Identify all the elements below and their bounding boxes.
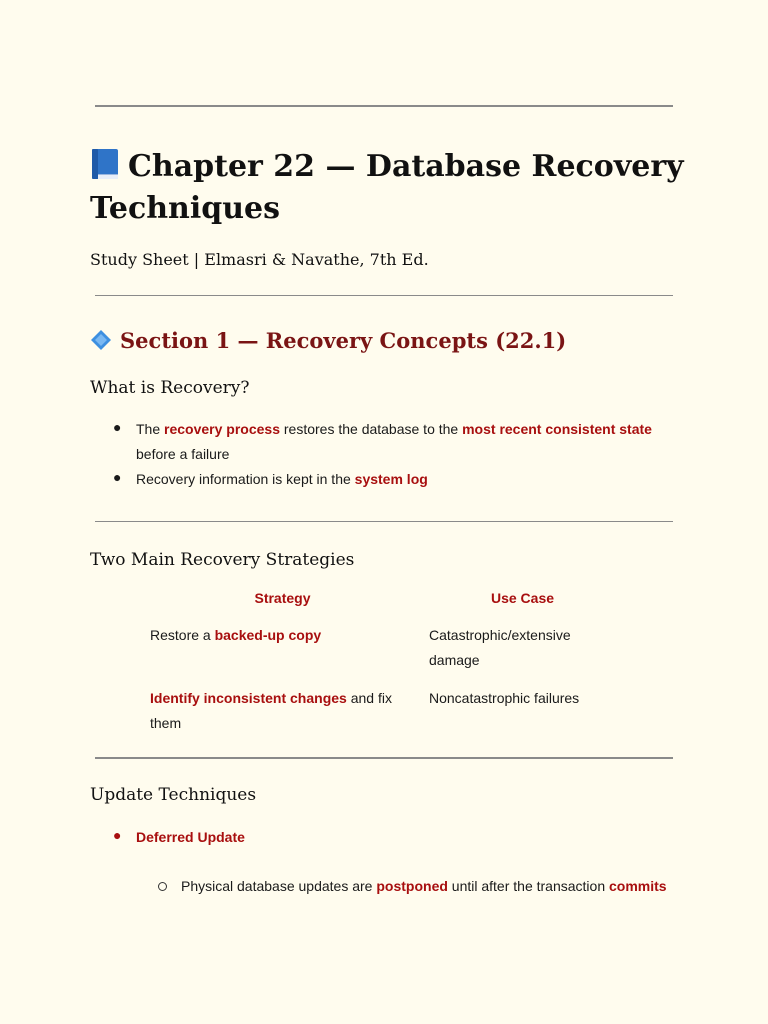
text: them	[150, 715, 182, 731]
list-item-deferred-update	[136, 825, 656, 850]
table-cell-use-case	[429, 623, 629, 673]
text: Physical database updates are	[181, 878, 377, 894]
highlight-term: backed-up copy	[214, 627, 322, 643]
page-title	[90, 146, 690, 230]
text: restores the database to the	[279, 421, 463, 437]
highlight-term: most recent consistent state	[462, 421, 652, 437]
highlight-term: recovery process	[164, 421, 280, 437]
subheading-update-techniques: Update Techniques	[90, 785, 257, 805]
highlight-term: postponed	[376, 878, 448, 894]
highlight-term: commits	[609, 878, 667, 894]
section-heading	[90, 328, 566, 353]
circle-bullet	[158, 882, 167, 891]
subheading-strategies: Two Main Recovery Strategies	[90, 550, 355, 570]
list-item	[136, 467, 656, 492]
text: until after the transaction	[447, 878, 609, 894]
bullet-dot: ●	[113, 469, 122, 485]
highlight-term: Identify inconsistent changes	[150, 690, 347, 706]
table-header-use-case: Use Case	[490, 590, 555, 606]
text: Catastrophic/extensive	[429, 627, 571, 643]
divider	[95, 295, 673, 296]
divider	[95, 521, 673, 522]
text: damage	[429, 652, 480, 668]
text: before a failure	[136, 446, 230, 462]
table-cell-use-case: Noncatastrophic failures	[429, 690, 580, 706]
table-cell-strategy	[150, 686, 415, 736]
page-subtitle: Study Sheet | Elmasri & Navathe, 7th Ed.	[90, 250, 429, 269]
subheading-what-is-recovery: What is Recovery?	[90, 378, 250, 398]
highlight-term: system log	[354, 471, 428, 487]
divider	[95, 757, 673, 759]
text: Recovery information is kept in the	[136, 471, 355, 487]
title-text: Chapter 22 — Database Recovery Techniques	[90, 149, 684, 226]
section-heading-text: Section 1 — Recovery Concepts (22.1)	[120, 328, 567, 353]
bullet-dot: ●	[113, 827, 122, 843]
text: and fix	[346, 690, 392, 706]
table-cell-strategy	[150, 623, 415, 648]
text: The	[136, 421, 165, 437]
text: Restore a	[150, 627, 215, 643]
top-divider	[95, 105, 673, 107]
highlight-term: Deferred Update	[136, 829, 245, 845]
blue-book-icon	[90, 148, 120, 180]
sub-list-item	[181, 874, 681, 899]
list-item	[136, 417, 656, 467]
blue-diamond-icon	[90, 329, 112, 351]
bullet-dot: ●	[113, 419, 122, 435]
table-header-strategy: Strategy	[254, 590, 311, 606]
